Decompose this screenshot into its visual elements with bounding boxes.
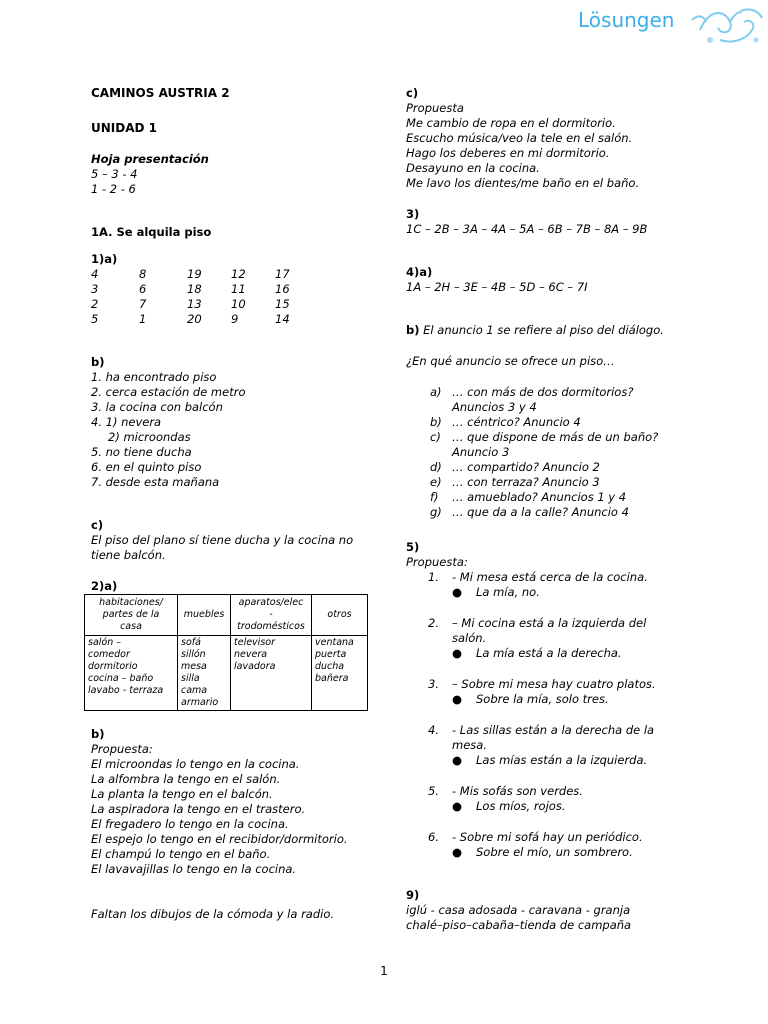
grid-cell: 18 bbox=[187, 282, 202, 296]
grid-cell: 16 bbox=[275, 282, 290, 296]
grid-cell: 6 bbox=[139, 282, 147, 296]
list-item: g) … que da a la calle? Anuncio 4 bbox=[430, 505, 629, 519]
grid-cell: 13 bbox=[187, 297, 202, 311]
grid-cell: 17 bbox=[275, 267, 290, 281]
exercise-label-5: 5) bbox=[406, 540, 420, 554]
grid-cell: 1 bbox=[139, 312, 147, 326]
answer-line: El fregadero lo tengo en la cocina. bbox=[91, 817, 289, 831]
exercise-label-1c: c) bbox=[91, 518, 104, 532]
grid-cell: 9 bbox=[231, 312, 239, 326]
table-cell: sofá sillón mesa silla cama armario bbox=[178, 636, 231, 711]
answer-line: 6. en el quinto piso bbox=[91, 460, 202, 474]
answer-line: 1C – 2B – 3A – 4A – 5A – 6B – 7B – 8A – 9B bbox=[406, 222, 648, 236]
list-item: 3. – Sobre mi mesa hay cuatro platos. bbox=[428, 677, 656, 691]
list-item: mesa. bbox=[452, 738, 487, 752]
grid-cell: 5 bbox=[91, 312, 99, 326]
book-title: CAMINOS AUSTRIA 2 bbox=[91, 86, 230, 100]
list-item: e) … con terraza? Anuncio 3 bbox=[430, 475, 600, 489]
answer-line: chalé–piso–cabaña–tienda de campaña bbox=[406, 918, 632, 932]
table-header: muebles bbox=[178, 595, 231, 636]
table-cell: televisor nevera lavadora bbox=[231, 636, 312, 711]
hoja-line: 5 – 3 - 4 bbox=[91, 167, 138, 181]
answer-footer: Faltan los dibujos de la cómoda y la radio. bbox=[91, 907, 335, 921]
exercise-label-4b: b) bbox=[406, 323, 420, 337]
answer-line: El microondas lo tengo en la cocina. bbox=[91, 757, 300, 771]
answer-line: 7. desde esta mañana bbox=[91, 475, 220, 489]
list-item: ● Las mías están a la izquierda. bbox=[452, 753, 648, 767]
answer-line: Me cambio de ropa en el dormitorio. bbox=[406, 116, 616, 130]
list-item: salón. bbox=[452, 631, 487, 645]
table-header: habitaciones/ partes de la casa bbox=[85, 595, 178, 636]
answer-line: Hago los deberes en mi dormitorio. bbox=[406, 146, 610, 160]
answer-line: 2) microondas bbox=[108, 430, 191, 444]
exercise-label-3: 3) bbox=[406, 207, 420, 221]
answer-line: iglú - casa adosada - caravana - granja bbox=[406, 903, 631, 917]
bullet-icon: ● bbox=[452, 799, 463, 813]
list-item: 1. - Mi mesa está cerca de la cocina. bbox=[428, 570, 648, 584]
exercise-label-1b: b) bbox=[91, 355, 105, 369]
bullet-icon: ● bbox=[452, 692, 463, 706]
answer-line: 5. no tiene ducha bbox=[91, 445, 192, 459]
exercise-label-2a: 2)a) bbox=[91, 579, 118, 593]
answer-line: Propuesta: bbox=[406, 555, 468, 569]
exercise-label-9: 9) bbox=[406, 888, 420, 902]
left-column bbox=[88, 86, 381, 922]
table-header: otros bbox=[312, 595, 368, 636]
list-item: ● La mía, no. bbox=[452, 585, 540, 599]
page-number: 1 bbox=[380, 964, 388, 978]
grid-cell: 11 bbox=[231, 282, 246, 296]
answer-line: Propuesta bbox=[406, 101, 464, 115]
list-item: Anuncio 3 bbox=[452, 445, 510, 459]
answer-line: El lavavajillas lo tengo en la cocina. bbox=[91, 862, 297, 876]
list-item: 6. - Sobre mi sofá hay un periódico. bbox=[428, 830, 643, 844]
grid-cell: 7 bbox=[139, 297, 147, 311]
answer-line: Desayuno en la cocina. bbox=[406, 161, 540, 175]
decorative-swirl-icon bbox=[690, 0, 768, 48]
list-item: b) … céntrico? Anuncio 4 bbox=[430, 415, 581, 429]
list-item: 4. - Las sillas están a la derecha de la bbox=[428, 723, 655, 737]
answer-line: Me lavo los dientes/me baño en el baño. bbox=[406, 176, 640, 190]
answer-line: El espejo lo tengo en el recibidor/dormitorio. bbox=[91, 832, 348, 846]
list-item: d) … compartido? Anuncio 2 bbox=[430, 460, 600, 474]
exercise-label-c: c) bbox=[406, 86, 419, 100]
grid-cell: 19 bbox=[187, 267, 202, 281]
bullet-icon: ● bbox=[452, 845, 463, 859]
answer-line: La planta la tengo en el balcón. bbox=[91, 787, 273, 801]
anuncio-list bbox=[406, 385, 746, 520]
list-item: ● Sobre el mío, un sombrero. bbox=[452, 845, 633, 859]
bullet-icon: ● bbox=[452, 646, 463, 660]
answer-line: Escucho música/veo la tele en el salón. bbox=[406, 131, 633, 145]
answer-line: 4. 1) nevera bbox=[91, 415, 162, 429]
list-item: c) … que dispone de más de un baño? bbox=[430, 430, 659, 444]
grid-cell: 15 bbox=[275, 297, 290, 311]
exercise-label-4a: 4)a) bbox=[406, 265, 433, 279]
grid-cell: 2 bbox=[91, 297, 99, 311]
hoja-title: Hoja presentación bbox=[91, 152, 209, 166]
grid-cell: 4 bbox=[91, 267, 99, 281]
answer-line: Propuesta: bbox=[91, 742, 153, 756]
list-item: Anuncios 3 y 4 bbox=[452, 400, 537, 414]
exercise-label-1a: 1)a) bbox=[91, 252, 118, 266]
section-title-1a: 1A. Se alquila piso bbox=[91, 225, 212, 239]
dialog-list bbox=[406, 570, 746, 860]
answer-line: La alfombra la tengo en el salón. bbox=[91, 772, 281, 786]
answer-line: 1A – 2H – 3E – 4B – 5D – 6C – 7I bbox=[406, 280, 588, 294]
list-item: f) … amueblado? Anuncios 1 y 4 bbox=[430, 490, 627, 504]
grid-cell: 3 bbox=[91, 282, 99, 296]
list-item: ● La mía está a la derecha. bbox=[452, 646, 622, 660]
answer-line: El piso del plano sí tiene ducha y la cocina no bbox=[91, 533, 354, 547]
list-item: ● Los míos, rojos. bbox=[452, 799, 566, 813]
list-item: a) … con más de dos dormitorios? bbox=[430, 385, 634, 399]
table-header: aparatos/elec - trodomésticos bbox=[231, 595, 312, 636]
exercise-4b-intro: b) El anuncio 1 se refiere al piso del diálogo. bbox=[406, 323, 664, 337]
bullet-icon: ● bbox=[452, 585, 463, 599]
list-item: 5. - Mis sofás son verdes. bbox=[428, 784, 583, 798]
grid-cell: 14 bbox=[275, 312, 290, 326]
list-item: 2. – Mi cocina está a la izquierda del bbox=[428, 616, 647, 630]
grid-cell: 8 bbox=[139, 267, 147, 281]
furniture-table bbox=[84, 594, 368, 711]
number-grid bbox=[91, 267, 381, 327]
right-column bbox=[406, 86, 746, 933]
grid-cell: 12 bbox=[231, 267, 246, 281]
answer-line: La aspiradora la tengo en el trastero. bbox=[91, 802, 306, 816]
page-header-title: Lösungen bbox=[578, 8, 675, 32]
table-cell: ventana puerta ducha bañera bbox=[312, 636, 368, 711]
answer-line: El champú lo tengo en el baño. bbox=[91, 847, 271, 861]
bullet-icon: ● bbox=[452, 753, 463, 767]
answer-line: 1. ha encontrado piso bbox=[91, 370, 217, 384]
grid-cell: 20 bbox=[187, 312, 202, 326]
unit-title: UNIDAD 1 bbox=[91, 121, 157, 135]
answer-line: 3. la cocina con balcón bbox=[91, 400, 223, 414]
question-line: ¿En qué anuncio se ofrece un piso… bbox=[406, 354, 615, 368]
table-cell: salón – comedor dormitorio cocina – baño lavabo - terraza bbox=[85, 636, 178, 711]
answer-line: tiene balcón. bbox=[91, 548, 166, 562]
exercise-label-2b: b) bbox=[91, 727, 105, 741]
answer-line: 2. cerca estación de metro bbox=[91, 385, 246, 399]
hoja-line: 1 - 2 - 6 bbox=[91, 182, 136, 196]
table-row bbox=[85, 636, 368, 711]
list-item: ● Sobre la mía, solo tres. bbox=[452, 692, 609, 706]
grid-cell: 10 bbox=[231, 297, 246, 311]
